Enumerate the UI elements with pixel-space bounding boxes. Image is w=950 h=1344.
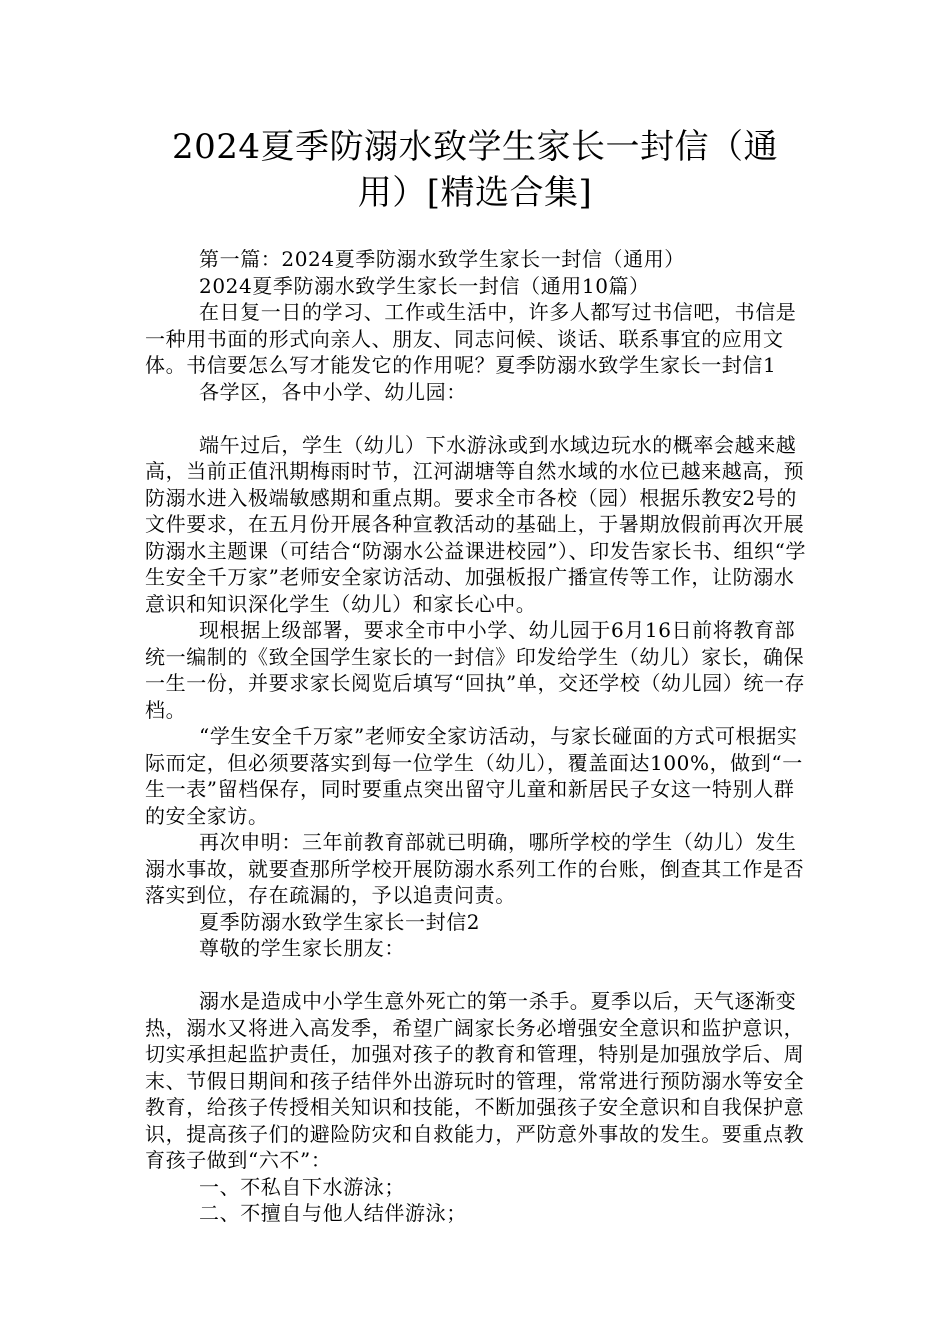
document-title — [140, 124, 810, 216]
blank-line — [145, 405, 810, 432]
paragraph-salutation-1: 各学区，各中小学、幼儿园： — [199, 379, 467, 404]
paragraph-salutation-2: 尊敬的学生家长朋友： — [199, 936, 405, 960]
title-line-1: 2024夏季防溺水致学生家长一封信（通 — [171, 127, 779, 167]
document-body — [145, 246, 810, 1227]
list-item-rule-1: 一、不私自下水游泳； — [199, 1174, 405, 1199]
paragraph-body-4: 再次申明：三年前教育部就已明确，哪所学校的学生（幼儿）发生溺水事故，就要查那所学校开展防溺水系列工作的台账，倒查其工作是否落实到位，存在疏漏的，予以追责问责。 — [145, 830, 805, 907]
paragraph-letter-2-title: 夏季防溺水致学生家长一封信2 — [199, 909, 481, 934]
blank-line — [145, 962, 810, 989]
title-line-2: 用）[精选合集] — [357, 173, 593, 213]
list-item-rule-2: 二、不擅自与他人结伴游泳； — [199, 1201, 467, 1225]
paragraph-heading-first: 第一篇：2024夏季防溺水致学生家长一封信（通用） — [199, 247, 685, 271]
paragraph-body-1: 端午过后，学生（幼儿）下水游泳或到水域边玩水的概率会越来越高，当前正值汛期梅雨时节，江河湖塘等自然水域的水位已越来越高，预防溺水进入极端敏感期和重点期。要求全市各校（园）根据乐教安2号的文件要求，在五月份开展各种宣教活动的基础上，于暑期放假前再次开展防溺水主题课（可结合“防溺水公益课进校园”）、印发告家长书、组织“学生安全千万家”老师安全家访活动、加强板报广播宣传等工作，让防溺水意识和知识深化学生（幼儿）和家长心中。 — [145, 432, 807, 616]
paragraph-body-3: “学生安全千万家”老师安全家访活动，与家长碰面的方式可根据实际而定，但必须要落实到每一位学生（幼儿），覆盖面达100%，做到“一生一表”留档保存，同时要重点突出留守儿童和新居民子女这一特别人群的安全家访。 — [145, 724, 803, 828]
paragraph-intro: 在日复一日的学习、工作或生活中，许多人都写过书信吧，书信是一种用书面的形式向亲人、朋友、同志问候、谈话、联系事宜的应用文体。书信要怎么写才能发它的作用呢？夏季防溺水致学生家长一封信1 — [145, 300, 797, 377]
paragraph-body-2: 现根据上级部署，要求全市中小学、幼儿园于6月16日前将教育部统一编制的《致全国学生家长的一封信》印发给学生（幼儿）家长，确保一生一份，并要求家长阅览后填写“回执”单，交还学校（幼儿园）统一存档。 — [145, 618, 806, 722]
paragraph-subtitle: 2024夏季防溺水致学生家长一封信（通用10篇） — [199, 273, 650, 298]
paragraph-body-5: 溺水是造成中小学生意外死亡的第一杀手。夏季以后，天气逐渐变热，溺水又将进入高发季，希望广阔家长务必增强安全意识和监护意识，切实承担起监护责任，加强对孩子的教育和管理，特别是加强放学后、周末、节假日期间和孩子结伴外出游玩时的管理，常常进行预防溺水等安全教育，给孩子传授相关知识和技能，不断加强孩子安全意识和自我保护意识，提高孩子们的避险防灾和自救能力，严防意外事故的发生。要重点教育孩子做到“六不”： — [145, 989, 805, 1172]
